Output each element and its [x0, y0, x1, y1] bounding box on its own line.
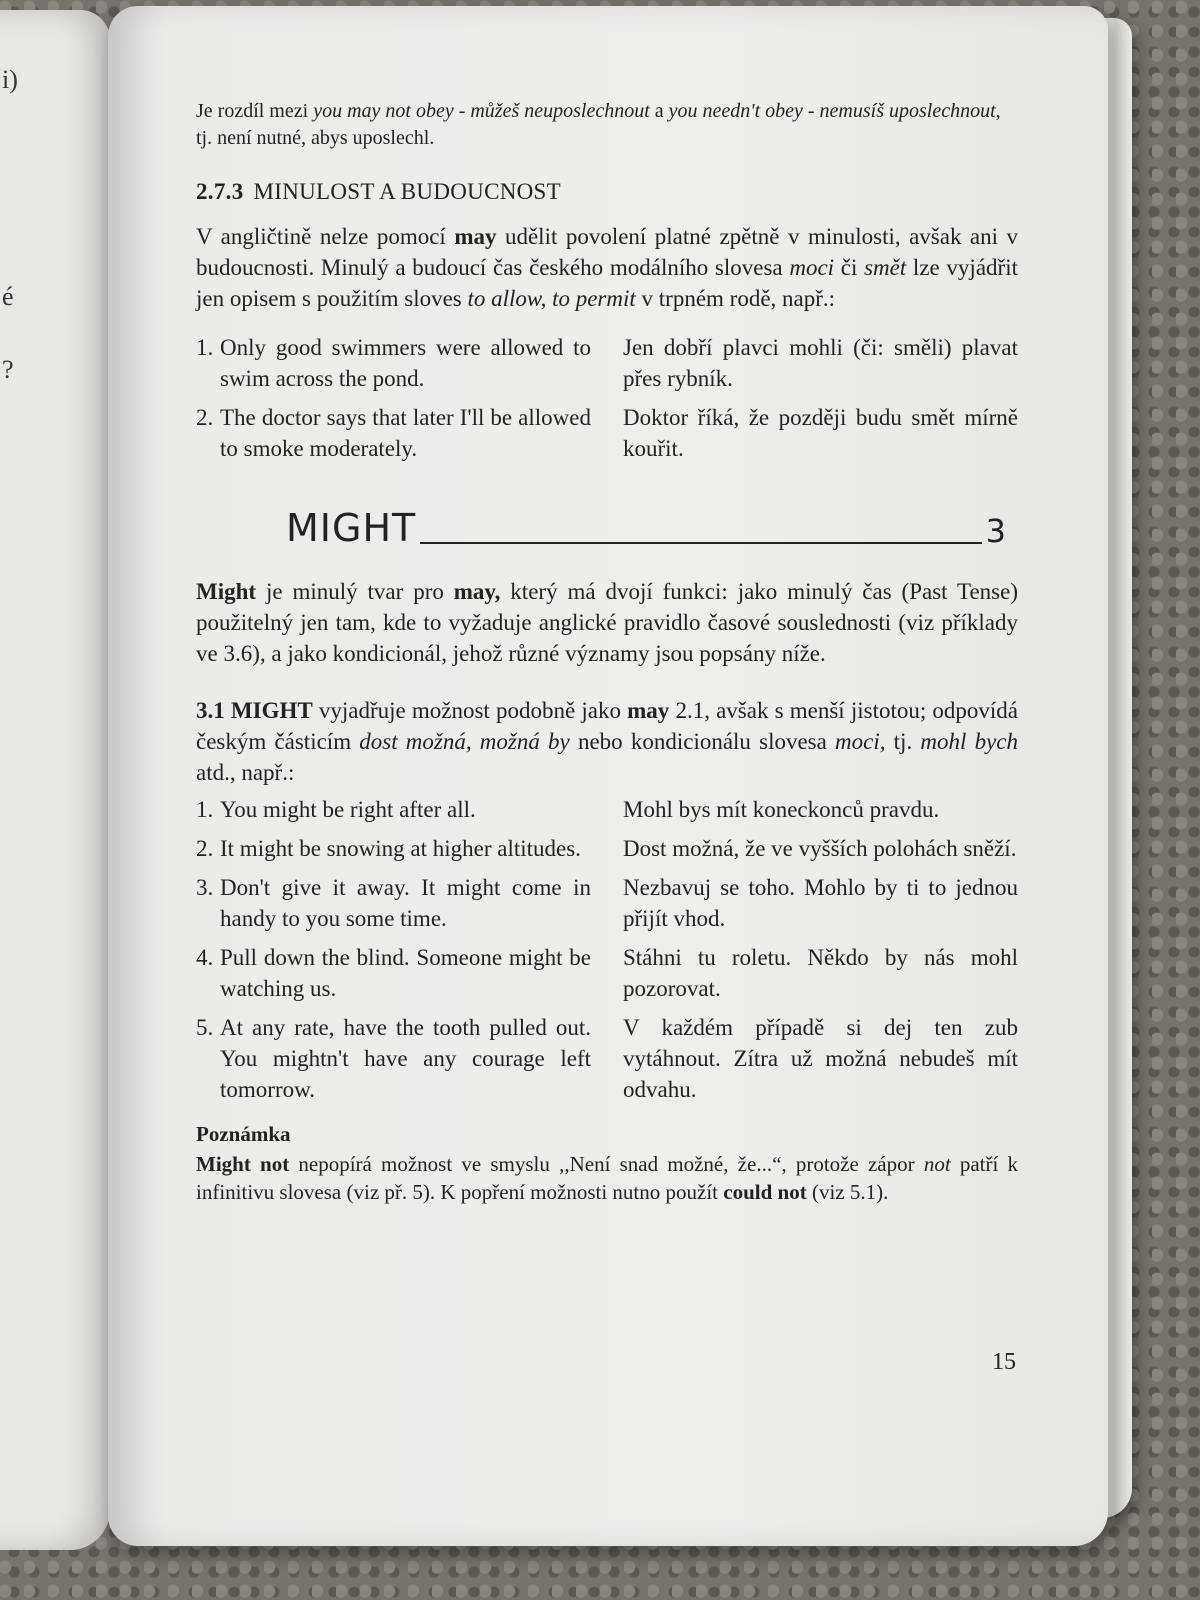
example-number: 5. — [196, 1015, 214, 1040]
example-number: 1. — [196, 797, 214, 822]
example-czech: Nezbavuj se toho. Mohlo by ti to jednou přijít vhod. — [623, 875, 1018, 931]
example-czech: V každém případě si dej ten zub vytáhnout. Zítra už možná nebudeš mít odvahu. — [623, 1015, 1018, 1102]
chapter-heading — [286, 508, 1006, 548]
example-english: Pull down the blind. Someone might be watching us. — [220, 945, 591, 1001]
left-margin-mark: i) — [2, 65, 18, 94]
example-number: 2. — [196, 836, 214, 861]
example-number: 3. — [196, 875, 214, 900]
example-row — [196, 833, 1018, 864]
example-english: Don't give it away. It might come in handy to you some time. — [220, 875, 591, 931]
intro-paragraph: Je rozdíl mezi you may not obey - můžeš neuposlechnout a you needn't obey - nemusíš uposlechnout, tj. není nutné, abys uposlechl. — [196, 100, 1001, 149]
example-czech: Doktor říká, že později budu smět mírně kouřit. — [623, 405, 1018, 461]
example-number: 4. — [196, 945, 214, 970]
section-paragraph: V angličtině nelze pomocí may udělit povolení platné zpětně v minulosti, avšak ani v budoucnosti. Minulý a budoucí čas českého modálního slovesa moci či smět lze vyjádřit jen opisem s použitím sloves to allow, to permit v trpném rodě, např.: — [196, 224, 1018, 311]
left-margin-mark: ? — [2, 355, 14, 384]
example-czech: Jen dobří plavci mohli (či: směli) plavat přes rybník. — [623, 335, 1018, 391]
note-heading: Poznámka — [196, 1122, 291, 1146]
chapter-number: 3 — [985, 512, 1006, 550]
example-row — [196, 872, 1018, 934]
subsection-paragraph: 3.1 MIGHT vyjadřuje možnost podobně jako may 2.1, avšak s menší jistotou; odpovídá českým částicím dost možná, možná by nebo kondicionálu slovesa moci, tj. mohl bych atd., např.: — [196, 698, 1018, 785]
example-english: The doctor says that later I'll be allowed to smoke moderately. — [220, 405, 591, 461]
example-czech: Mohl bys mít koneckonců pravdu. — [623, 797, 940, 822]
example-row — [196, 332, 1018, 394]
example-english: At any rate, have the tooth pulled out. You mightn't have any courage left tomorrow. — [220, 1015, 591, 1102]
example-czech: Dost možná, že ve vyšších polohách sněží. — [623, 836, 1017, 861]
chapter-intro-paragraph: Might je minulý tvar pro may, který má dvojí funkci: jako minulý čas (Past Tense) použitelný jen tam, kde to vyžaduje anglické pravidlo časové souslednosti (viz příklady ve 3.6), a jako kondicionál, jehož různé významy jsou popsány níže. — [196, 579, 1018, 666]
note-paragraph: Might not nepopírá možnost ve smyslu ,,Není snad možné, že...“, protože zápor not patří k infinitivu slovesa (viz př. 5). K popření možnosti nutno použít could not (viz 5.1). — [196, 1152, 1019, 1204]
page-content — [196, 98, 1018, 1206]
page-number: 15 — [992, 1349, 1016, 1375]
example-row — [196, 794, 1018, 825]
example-english: It might be snowing at higher altitudes. — [220, 836, 581, 861]
example-row — [196, 942, 1018, 1004]
example-row — [196, 1012, 1018, 1105]
section-number: 2.7.3 — [196, 179, 244, 204]
example-number: 1. — [196, 335, 214, 360]
example-row — [196, 402, 1018, 464]
example-english: Only good swimmers were allowed to swim across the pond. — [220, 335, 591, 391]
chapter-title: MIGHT — [286, 506, 417, 550]
example-number: 2. — [196, 405, 214, 430]
example-czech: Stáhni tu roletu. Někdo by nás mohl pozorovat. — [623, 945, 1018, 1001]
subsection-keyword: MIGHT — [230, 698, 313, 723]
chapter-rule — [420, 542, 981, 544]
subsection-number: 3.1 — [196, 698, 225, 723]
left-page-edge — [0, 10, 110, 1550]
section-heading — [196, 176, 1018, 207]
section-title: MINULOST A BUDOUCNOST — [253, 179, 561, 204]
left-margin-mark: é — [2, 282, 14, 311]
example-english: You might be right after all. — [220, 797, 476, 822]
book-page — [108, 6, 1108, 1546]
